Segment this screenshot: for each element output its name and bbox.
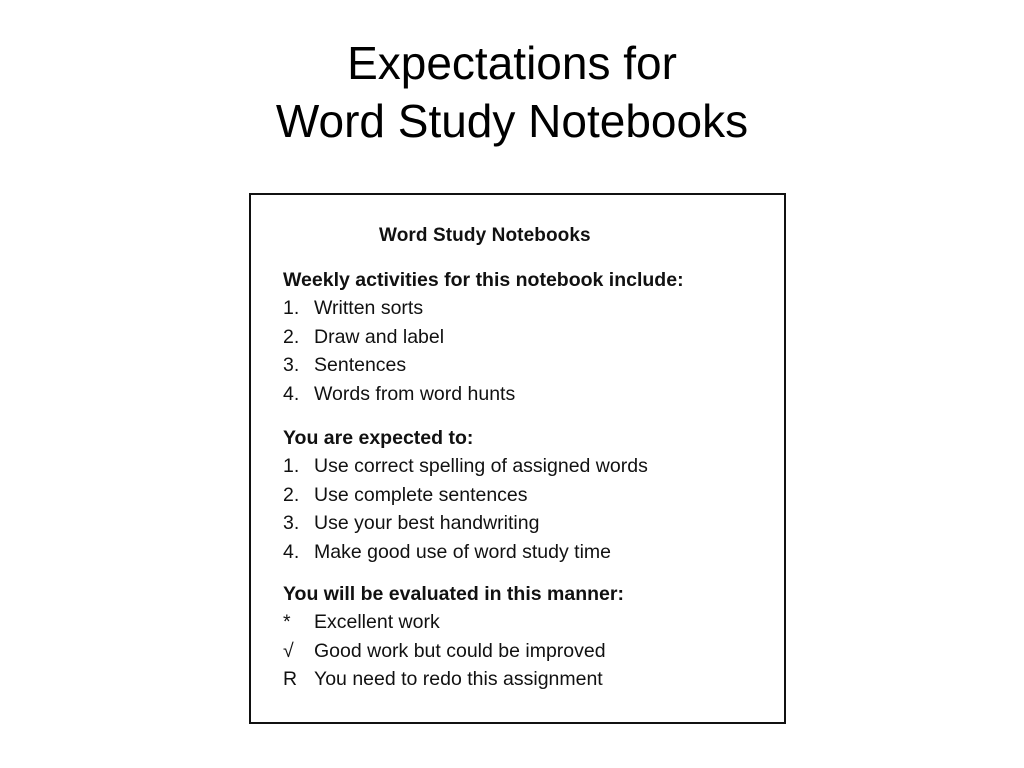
slide-title-line-2: Word Study Notebooks xyxy=(275,95,749,147)
list-item xyxy=(283,294,773,323)
item-text: Words from word hunts xyxy=(314,382,516,405)
item-text: Make good use of word study time xyxy=(314,540,611,563)
item-marker: R xyxy=(283,668,298,690)
item-marker: 4. xyxy=(283,540,300,563)
item-marker: * xyxy=(283,611,291,633)
item-marker: √ xyxy=(283,639,294,662)
slide-title xyxy=(0,34,1024,150)
item-marker: 1. xyxy=(283,297,300,319)
item-marker: 4. xyxy=(283,382,300,405)
list-item xyxy=(283,637,773,666)
item-marker: 1. xyxy=(283,455,300,477)
list-item xyxy=(283,608,773,637)
list-item xyxy=(283,665,773,694)
weekly-activities-section xyxy=(283,266,773,408)
list-item xyxy=(283,380,773,409)
list-item xyxy=(283,538,773,567)
evaluation-title: You will be evaluated in this manner: xyxy=(283,583,624,605)
item-marker: 3. xyxy=(283,512,300,534)
item-marker: 3. xyxy=(283,354,300,376)
item-text: Sentences xyxy=(314,354,407,376)
list-item xyxy=(283,509,773,538)
item-marker: 2. xyxy=(283,325,300,348)
item-text: Use correct spelling of assigned words xyxy=(314,455,648,477)
notebook-expectations-box xyxy=(249,193,786,724)
item-text: Draw and label xyxy=(314,325,445,348)
expectations-section xyxy=(283,424,773,566)
item-text: Excellent work xyxy=(314,611,440,633)
item-text: Use your best handwriting xyxy=(314,512,540,534)
item-text: Good work but could be improved xyxy=(314,639,606,662)
list-item xyxy=(283,323,773,352)
item-text: You need to redo this assignment xyxy=(314,668,603,690)
list-item xyxy=(283,351,773,380)
list-item xyxy=(283,481,773,510)
item-marker: 2. xyxy=(283,483,300,506)
evaluation-section xyxy=(283,580,773,694)
item-text: Written sorts xyxy=(314,297,424,319)
item-text: Use complete sentences xyxy=(314,483,528,506)
list-item xyxy=(283,452,773,481)
weekly-activities-title: Weekly activities for this notebook include: xyxy=(283,269,684,291)
expectations-title: You are expected to: xyxy=(283,427,474,449)
box-heading: Word Study Notebooks xyxy=(379,225,591,246)
slide-title-line-1: Expectations for xyxy=(347,37,677,89)
